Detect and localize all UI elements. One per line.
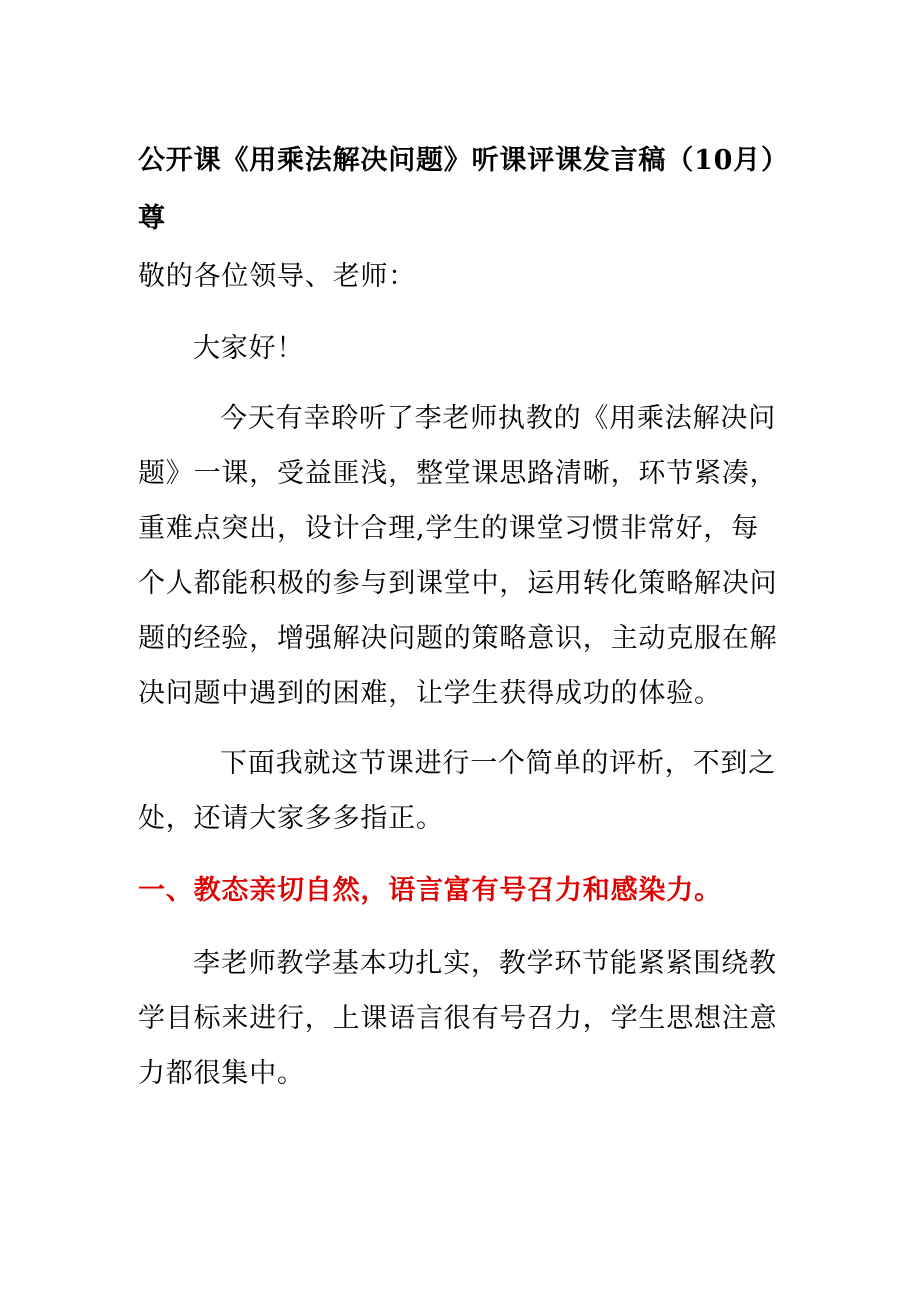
section-body-1: 李老师教学基本功扎实，教学环节能紧紧围绕教学目标来进行，上课语言很有号召力，学生思想注意力都很集中。 bbox=[138, 948, 778, 1089]
section-heading-1: 一、教态亲切自然，语言富有号召力和感染力。 bbox=[138, 875, 722, 906]
document-content bbox=[138, 132, 786, 1116]
paragraph-preface: 下面我就这节课进行一个简单的评析，不到之处，还请大家多多指正。 bbox=[138, 748, 776, 834]
greeting: 大家好！ bbox=[193, 333, 305, 364]
paragraph-intro: 今天有幸聆听了李老师执教的《用乘法解决问题》一课，受益匪浅，整堂课思路清晰，环节紧凑，重难点突出，设计合理,学生的课堂习惯非常好，每个人都能积极的参与到课堂中，运用转化策略解决问题的经验，增强解决问题的策略意识，主动克服在解决问题中遇到的困难，让学生获得成功的体验。 bbox=[138, 403, 778, 709]
title-line-1: 公开课《用乘法解决问题》听课评课发言稿（10月）尊 bbox=[138, 145, 776, 234]
document-title bbox=[138, 132, 786, 306]
title-line-2: 敬的各位领导、老师： bbox=[138, 261, 416, 292]
